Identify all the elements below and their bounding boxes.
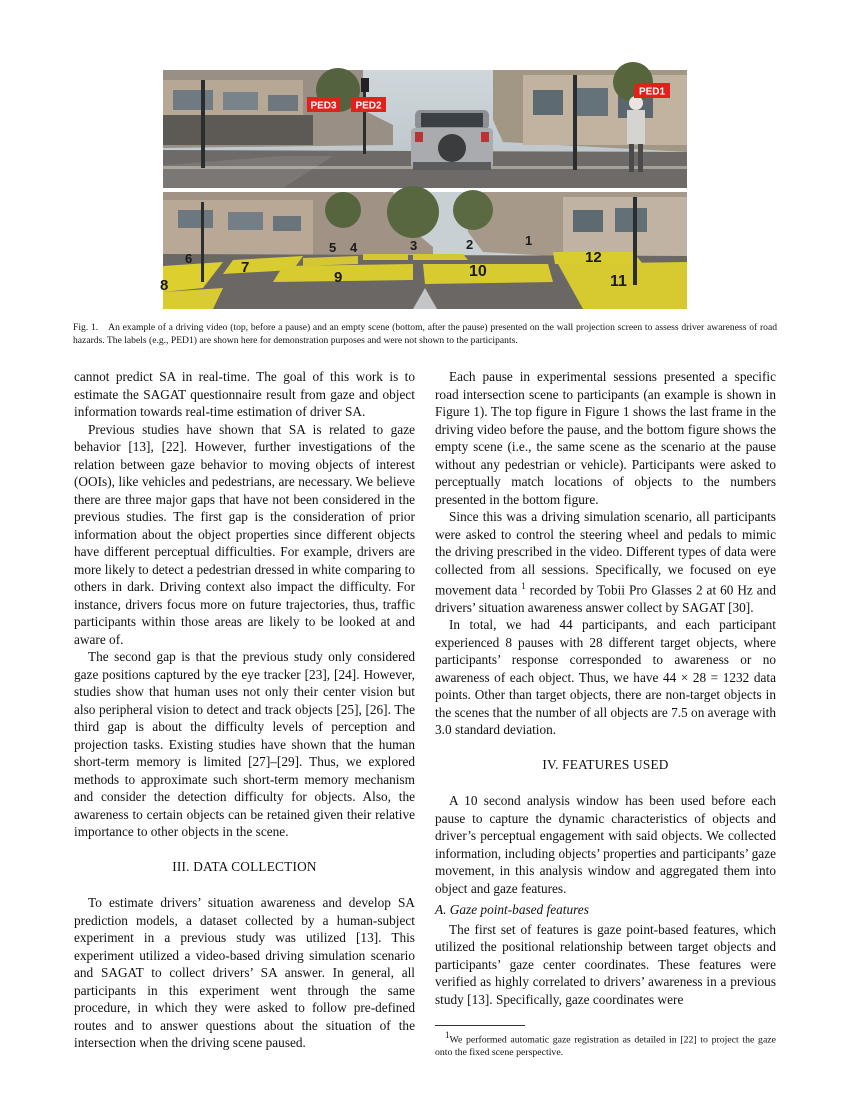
footnote-text: We performed automatic gaze registration as detailed in [22] to project the gaze onto the fixed scene perspective.	[435, 1034, 776, 1059]
number-label: 12	[585, 249, 602, 266]
section-heading-features-used: IV. FEATURES USED	[542, 756, 669, 772]
caption-text: An example of a driving video (top, before a pause) and an empty scene (bottom, after the pause) presented on the wall projection screen to assess driver awareness of road hazards. The labels (e.g., PED1) are shown here for demonstration purposes and were not shown to the participants.	[73, 322, 777, 346]
paragraph: The first set of features is gaze point-based features, which utilized the positional relationship between target objects and participants’ gaze center coordinates. These features were verified as highly correlated to drivers’ awareness in a previous study [13]. Specifically, gaze coordinates were	[435, 921, 776, 1007]
figure-caption	[73, 321, 777, 347]
footnote-ref: 1	[521, 581, 526, 591]
footnote-divider	[435, 1025, 525, 1026]
figure-top-image	[163, 70, 687, 188]
number-label: 5	[329, 240, 337, 255]
paragraph: The second gap is that the previous study only considered gaze positions captured by the eye tracker [23], [24]. However, studies show that human uses not only their center vision but also peripheral vision to detect and track objects [25], [26]. The third gap is about the difficulty levels of perception and projection tasks. Existing studies have shown that the human short-term memory is limited [27]–[29]. Thus, we explored methods to approximate such short-term memory mechanism and consider the detection difficulty for objects. Also, the awareness to certain objects can be retained given their relative importance to other objects in the scene.	[74, 649, 415, 839]
footnote	[435, 1029, 776, 1059]
paragraph: To estimate drivers’ situation awareness and develop SA prediction models, a dataset collected by a human-subject experiment in a previous study was utilized [13]. This experiment utilized a video-based driving simulation scenario and SAGAT to collect drivers’ SA answer. In general, all participants in this experiment went through the same procedure, in which they were asked to follow pre-defined routes and to answer questions about the situation of the intersection when the driving scene paused.	[74, 895, 415, 1050]
svg-text:PED3: PED3	[310, 100, 337, 112]
left-column	[74, 368, 415, 1052]
number-label: 4	[350, 240, 358, 255]
svg-text:PED2: PED2	[355, 100, 382, 112]
number-label: 7	[241, 259, 250, 276]
paragraph: In total, we had 44 participants, and each participant experienced 8 pauses with 28 different target objects, where participants’ response corresponded to awareness or no awareness of each object. Thus, we have 44 × 28 = 1232 data points. Other than target objects, there are non-target objects in the scenes that the number of all objects are 7.5 on average with 3.0 standard deviation.	[435, 617, 776, 738]
footnote-mark: 1	[445, 1030, 450, 1041]
figure-bottom-image	[160, 192, 687, 309]
figure-label: Fig. 1.	[73, 322, 99, 333]
paragraph-text: Since this was a driving simulation scenario, all participants were asked to control the steering wheel and pedals to mimic the driving prescribed in the video. Different types of data were collected from all sessions. Specifically, we focused on eye movement data	[435, 509, 776, 598]
subsection-heading: A. Gaze point-based features	[435, 902, 589, 918]
right-column	[435, 368, 776, 1060]
paragraph: A 10 second analysis window has been used before each pause to capture the dynamic characteristics of objects and driver’s perceptual engagement with said objects. We collected information, including objects’ properties and participants’ gaze movement, in this analysis window and aggregated them into object and gaze features.	[435, 793, 776, 896]
paragraph	[435, 508, 776, 616]
label-ped1	[634, 83, 670, 98]
label-ped3	[307, 97, 340, 112]
street-scene-bottom	[160, 192, 687, 309]
number-label: 8	[160, 277, 169, 294]
number-label: 11	[610, 273, 627, 290]
suv-vehicle	[411, 110, 493, 170]
svg-text:PED1: PED1	[638, 86, 666, 98]
label-ped2	[351, 97, 386, 112]
paragraph: cannot predict SA in real-time. The goal of this work is to estimate the SAGAT questionnaire result from gaze and object information towards real-time estimation of driver SA.	[74, 369, 415, 419]
paragraph-text: recorded by Tobii Pro Glasses 2 at 60 Hz and drivers’ situation awareness answer collect by SAGAT [30].	[435, 582, 776, 615]
number-label: 2	[466, 237, 474, 252]
street-scene-top	[163, 70, 687, 188]
number-label: 9	[334, 269, 343, 286]
number-label: 1	[525, 233, 533, 248]
number-label: 6	[185, 251, 193, 266]
paragraph: Previous studies have shown that SA is related to gaze behavior [13], [22]. However, further investigations of the relation between gaze behavior to moving objects of interest (OOIs), like vehicles and pedestrians, are necessary. We believe there are three major gaps that have not been considered in the previous studies. The first gap is the consideration of prior information about the object properties since different objects have different perceptual difficulties. For example, drivers are more likely to detect a pedestrian dressed in white comparing to others in dark. Driving context also impact the difficulty. For instance, drivers focus more on future trajectories, thus, traffic participants within those areas are likely to be looked at and aware of.	[74, 421, 415, 647]
paragraph: Each pause in experimental sessions presented a specific road intersection scene to participants (an example is shown in Figure 1). The top figure in Figure 1 shows the last frame in the driving video before the pause, and the bottom figure shows the empty scene (i.e., the same scene as the scenario at the pause without any pedestrian or vehicle). Participants were asked to perceptually match locations of objects to the numbers presented in the bottom figure.	[435, 369, 776, 507]
number-label: 10	[469, 263, 487, 280]
section-heading-data-collection: III. DATA COLLECTION	[172, 858, 317, 874]
number-label: 3	[410, 238, 418, 253]
